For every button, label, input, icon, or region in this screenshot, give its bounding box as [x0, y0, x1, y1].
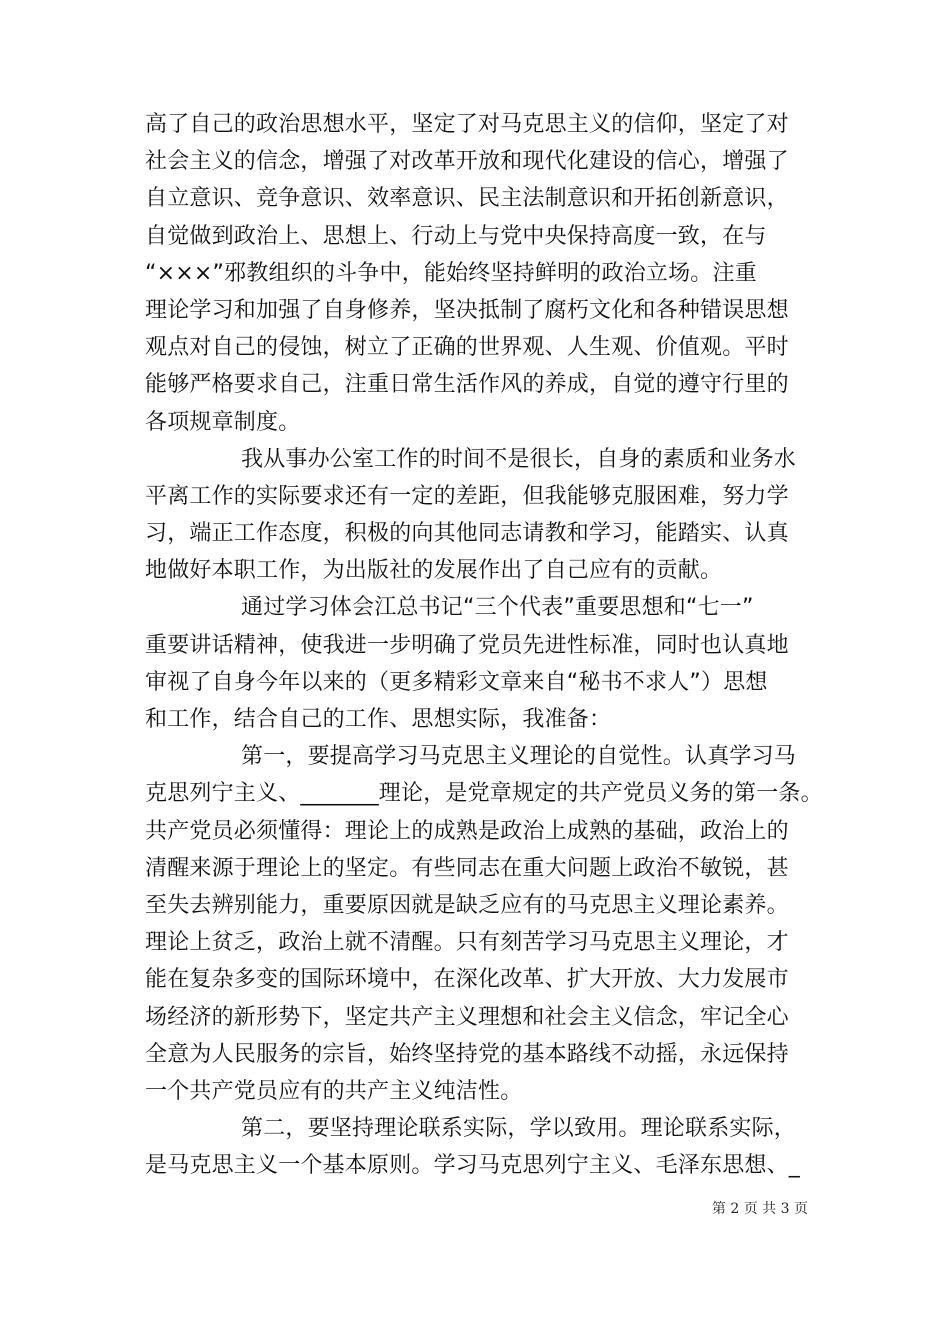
text-line: 理论学习和加强了自身修养，坚决抵制了腐朽文化和各种错误思想: [145, 297, 789, 323]
text-line: 至失去辨别能力，重要原因就是缺乏应有的马克思主义理论素养。: [145, 892, 789, 918]
text-line: 能在复杂多变的国际环境中，在深化改革、扩大开放、大力发展市: [145, 967, 789, 993]
text-line: 重要讲话精神，使我进一步明确了党员先进性标准，同时也认真地: [145, 632, 789, 658]
text-line: 习，端正工作态度，积极的向其他同志请教和学习，能踏实、认真: [145, 521, 789, 547]
text-line: “×××”邪教组织的斗争中，能始终坚持鲜明的政治立场。注重: [145, 260, 757, 286]
page-number-footer: 第 2 页 共 3 页: [711, 1201, 808, 1217]
text-line: 能够严格要求自己，注重日常生活作风的养成，自觉的遵守行里的: [145, 372, 789, 398]
text-line: 共产党员必须懂得：理论上的成熟是政治上成熟的基础，政治上的: [145, 818, 789, 844]
paragraph-first-line: 第二，要坚持理论联系实际，学以致用。理论联系实际，: [241, 1116, 797, 1142]
text-line: 各项规章制度。: [145, 409, 301, 435]
text-line: 平离工作的实际要求还有一定的差距，但我能够克服困难，努力学: [145, 483, 789, 509]
text-line: 全意为人民服务的宗旨，始终坚持党的基本路线不动摇，永远保持: [145, 1041, 789, 1067]
document-body: [145, 106, 823, 1184]
text-line: 地做好本职工作，为出版社的发展作出了自己应有的贡献。: [145, 558, 723, 584]
text-line: 观点对自己的侵蚀，树立了正确的世界观、人生观、价值观。平时: [145, 335, 789, 361]
paragraph-first-line: 通过学习体会江总书记“三个代表”重要思想和“七一”: [241, 595, 754, 621]
text-line: 清醒来源于理论上的坚定。有些同志在重大问题上政治不敏锐，甚: [145, 855, 789, 881]
text-line: 高了自己的政治思想水平，坚定了对马克思主义的信仰，坚定了对: [145, 112, 789, 137]
text-line: 社会主义的信念，增强了对改革开放和现代化建设的信心，增强了: [145, 149, 789, 175]
paragraph-first-line: 我从事办公室工作的时间不是很长，自身的素质和业务水: [241, 446, 797, 472]
paragraph-first-line: 第一，要提高学习马克思主义理论的自觉性。认真学习马: [241, 744, 797, 770]
text-line: 审视了自身今年以来的（更多精彩文章来自“秘书不求人”）思想: [145, 669, 768, 695]
text-line: 和工作，结合自己的工作、思想实际，我准备：: [145, 707, 612, 732]
text-line: 场经济的新形势下，坚定共产主义理想和社会主义信念，牢记全心: [145, 1004, 789, 1030]
text-line: 一个共产党员应有的共产主义纯洁性。: [145, 1078, 523, 1104]
text-line: 克思列宁主义、_______理论，是党章规定的共产党员义务的第一条。: [145, 781, 823, 807]
text-line: 是马克思主义一个基本原则。学习马克思列宁主义、毛泽东思想、_: [145, 1153, 801, 1179]
text-line: 理论上贫乏，政治上就不清醒。只有刻苦学习马克思主义理论，才: [145, 930, 789, 956]
text-line: 自立意识、竞争意识、效率意识、民主法制意识和开拓创新意识，: [145, 186, 789, 212]
text-line: 自觉做到政治上、思想上、行动上与党中央保持高度一致，在与: [145, 223, 767, 249]
